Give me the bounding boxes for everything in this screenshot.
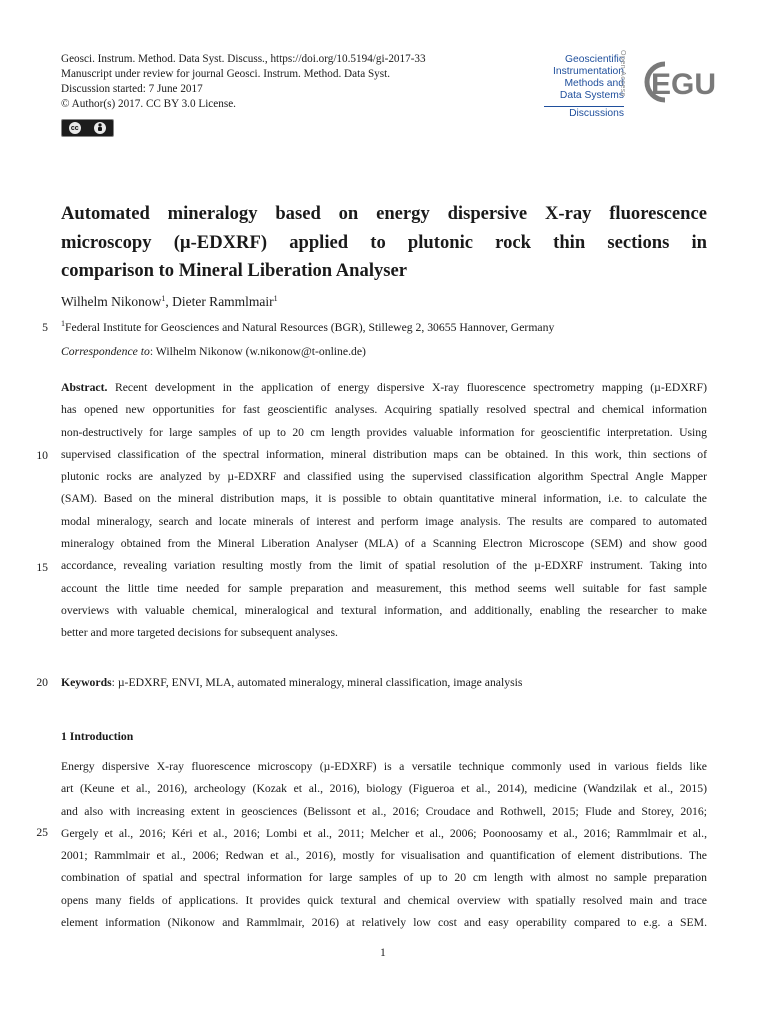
affiliation-text: Federal Institute for Geosciences and Natural Resources (BGR), Stilleweg 2, 30655 Hannover, Germany bbox=[65, 321, 555, 334]
line-number-15: 15 bbox=[36, 561, 48, 574]
open-access-label: Open Access bbox=[619, 50, 626, 97]
introduction-paragraph bbox=[61, 756, 707, 934]
abstract-line-1: Abstract. Recent development in the application of energy dispersive X-ray fluorescence spectrometry mapping (µ-EDXRF) bbox=[61, 381, 707, 394]
author-list bbox=[61, 294, 278, 310]
abstract-line-8: mineralogy obtained from the Mineral Liberation Analyser (MLA) of a Scanning Electron Microscope (SEM) and show good bbox=[61, 537, 707, 551]
journal-citation: Geosci. Instrum. Method. Data Syst. Discuss., https://doi.org/10.5194/gi-2017-33 bbox=[61, 53, 426, 65]
abstract-line-2: has opened new opportunities for fast geoscientific analyses. Acquiring spatially resolved spectral and chemical information bbox=[61, 403, 707, 417]
discussion-date: Discussion started: 7 June 2017 bbox=[61, 83, 203, 95]
page-number: 1 bbox=[380, 946, 386, 959]
line-number-25: 25 bbox=[36, 826, 48, 839]
logo-divider bbox=[544, 106, 624, 107]
line-number-10: 10 bbox=[36, 449, 48, 462]
by-person-icon bbox=[94, 122, 106, 134]
correspondence bbox=[61, 345, 366, 358]
abstract-line-5: plutonic rocks are analyzed by µ-EDXRF and classified using the supervised classification algorithm Spectral Angle Mapper bbox=[61, 470, 707, 484]
line-number-20: 20 bbox=[36, 676, 48, 689]
abstract-line-10: account the little time needed for sample preparation and measurement, this method seems well suitable for fast sample bbox=[61, 581, 707, 595]
author-1: Wilhelm Nikonow bbox=[61, 294, 162, 309]
intro-line-1: Energy dispersive X-ray fluorescence microscopy (µ-EDXRF) is a versatile technique commonly used in various fields like bbox=[61, 760, 707, 773]
review-status: Manuscript under review for journal Geosci. Instrum. Method. Data Syst. bbox=[61, 68, 391, 80]
abstract-label: Abstract. bbox=[61, 381, 108, 394]
egu-logo-icon bbox=[641, 58, 717, 106]
affiliation bbox=[61, 321, 554, 334]
line-number-5: 5 bbox=[42, 321, 48, 334]
logo-line-2: Instrumentation bbox=[553, 66, 624, 77]
keywords-text: : µ-EDXRF, ENVI, MLA, automated mineralogy, mineral classification, image analysis bbox=[111, 676, 523, 689]
abstract-line-7: modal mineralogy, search and locate minerals of interest and perform image analysis. The results are compared to automated bbox=[61, 514, 707, 528]
intro-line-7: opens many fields of applications. It provides quick textural and chemical overview with spatially resolved main and trace bbox=[61, 893, 707, 907]
intro-line-2: art (Keune et al., 2016), archeology (Kozak et al., 2016), biology (Figueroa et al., 2014), medicine (Wandzilak et al., 2015) bbox=[61, 782, 707, 796]
logo-line-3: Methods and bbox=[564, 78, 624, 89]
title-line-3: comparison to Mineral Liberation Analyser bbox=[61, 260, 408, 281]
abstract-line-9: accordance, revealing variation resulting mostly from the limit of spatial resolution of the µ-EDXRF instrument. Taking into bbox=[61, 559, 707, 573]
affiliation-sup: 1 bbox=[61, 319, 65, 328]
author-2-affil: 1 bbox=[273, 294, 278, 303]
keywords-label: Keywords bbox=[61, 676, 112, 689]
abstract-line-3: non-destructively for large samples of up to 20 cm length provides valuable information for geoscientific interpretation. Using bbox=[61, 425, 707, 439]
title-line-2: microscopy (µ-EDXRF) applied to plutonic rock thin sections in bbox=[61, 231, 707, 253]
paper-title bbox=[61, 200, 707, 286]
intro-line-8: element information (Nikonow and Rammlmair, 2016) at relatively low cost and easy operability compared to e.g. a SEM. bbox=[61, 916, 707, 930]
copyright-line: © Author(s) 2017. CC BY 3.0 License. bbox=[61, 98, 236, 110]
logo-line-1: Geoscientific bbox=[565, 54, 624, 65]
intro-line-6: combination of spatial and spectral information for large samples of up to 20 cm length with almost no sample preparation bbox=[61, 871, 707, 885]
author-2: Dieter Rammlmair bbox=[172, 294, 274, 309]
intro-line-3: and also with increasing extent in geosciences (Belissont et al., 2016; Croudace and Rothwell, 2015; Flude and Storey, 2016; bbox=[61, 804, 707, 818]
abstract-line-4: supervised classification of the spectral information, mineral distribution maps can be obtained. In this work, thin sections of bbox=[61, 447, 707, 461]
author-sep: , bbox=[165, 294, 173, 309]
correspondence-label: Correspondence to bbox=[61, 345, 150, 358]
intro-line-5: 2001; Rammlmair et al., 2006; Redwan et al., 2016), mostly for visualisation and quantification of element distributions. The bbox=[61, 849, 707, 863]
cc-license-badge[interactable] bbox=[61, 119, 114, 137]
cc-icon: cc bbox=[69, 122, 81, 134]
abstract-line-6: (SAM). Based on the mineral distribution maps, it is possible to obtain quantitative mineral information, i.e. to calculate the bbox=[61, 492, 707, 506]
title-line-1: Automated mineralogy based on energy dispersive X-ray fluorescence bbox=[61, 203, 707, 224]
logo-discussions: Discussions bbox=[569, 108, 624, 119]
logo-line-4: Data Systems bbox=[559, 90, 624, 101]
egu-text: EGU bbox=[651, 68, 717, 101]
keywords bbox=[61, 676, 522, 689]
author-1-affil: 1 bbox=[161, 294, 166, 303]
abstract bbox=[61, 377, 707, 645]
intro-line-4: Gergely et al., 2016; Kéri et al., 2016; Lombi et al., 2011; Melcher et al., 2006; Poonoosamy et al., 2016; Rammlmair et al., bbox=[61, 826, 707, 840]
correspondence-text: : Wilhelm Nikonow (w.nikonow@t-online.de) bbox=[149, 345, 366, 358]
section-heading-introduction: 1 Introduction bbox=[61, 730, 134, 743]
abstract-line-11: overviews with valuable chemical, mineralogical and textural information, and additionally, enabling the researcher to make bbox=[61, 603, 707, 617]
abstract-line-12: better and more targeted decisions for subsequent analyses. bbox=[61, 626, 338, 640]
